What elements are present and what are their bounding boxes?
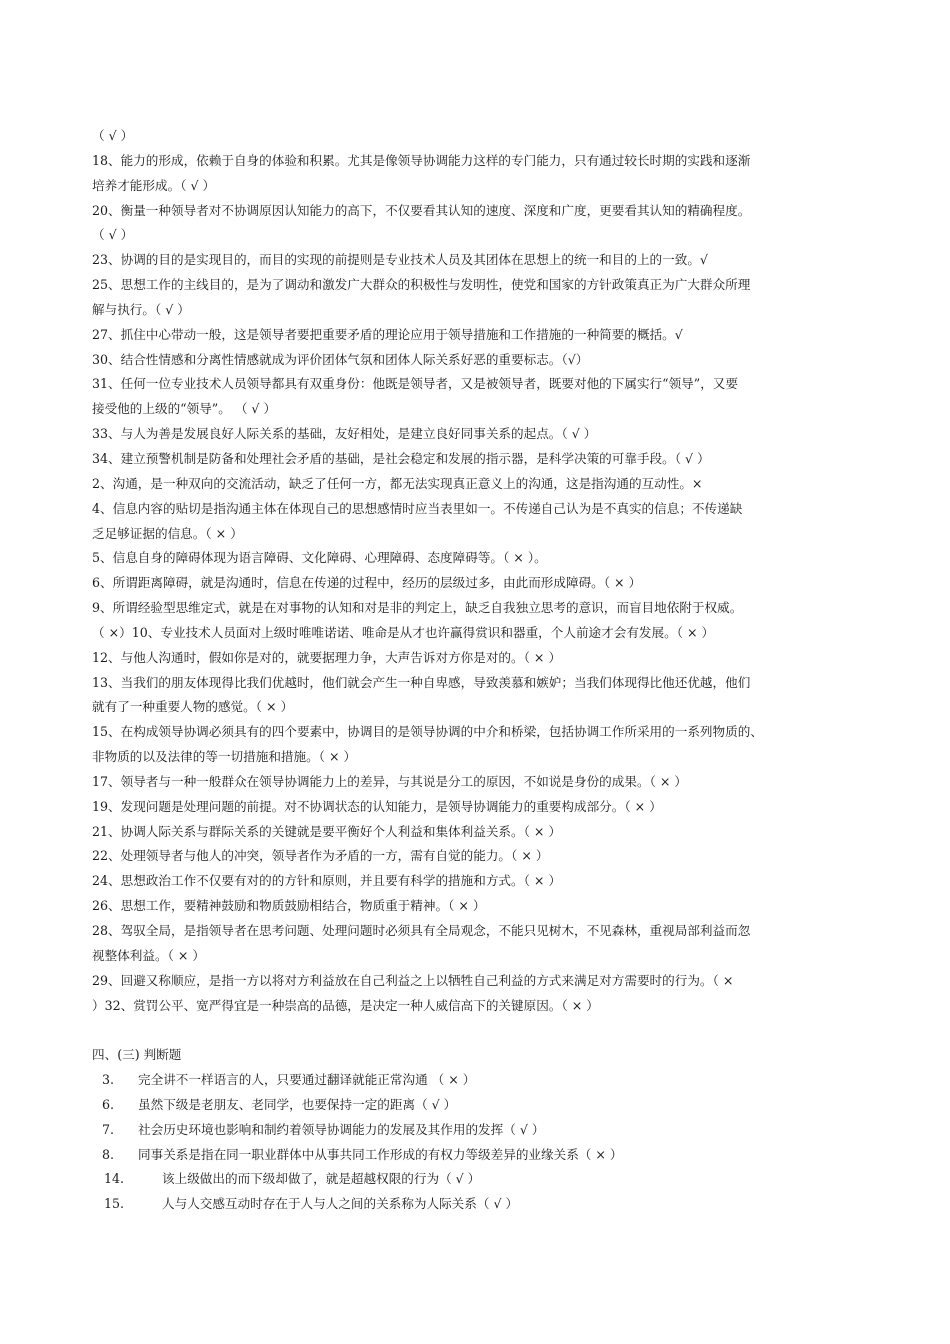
document-page: [92, 124, 862, 1217]
spacer: [92, 1018, 862, 1043]
text-line: ）32、赏罚公平、宽严得宜是一种崇高的品德，是决定一种人威信高下的关键原因。（ × ）: [92, 997, 599, 1013]
text-line: 34、建立预警机制是防备和处理社会矛盾的基础，是社会稳定和发展的指示器，是科学决策的可靠手段。（ √ ）: [92, 450, 710, 466]
text-line: 视整体利益。（ × ）: [92, 947, 206, 963]
text-line: （ √ ）: [92, 227, 134, 243]
text-line: 33、与人为善是发展良好人际关系的基础，友好相处，是建立良好同事关系的起点。（ √ ）: [92, 426, 597, 442]
text-line: 21、协调人际关系与群际关系的关键就是要平衡好个人利益和集体利益关系。（ × ）: [92, 823, 562, 839]
text-line: 接受他的上级的“领导”。 （ √ ）: [92, 401, 277, 417]
text-line: 15、在构成领导协调必须具有的四个要素中，协调目的是领导协调的中介和桥梁，包括协调工作所采用的一系列物质的、: [92, 724, 763, 740]
text-line: 27、抓住中心带动一般，这是领导者要把重要矛盾的理论应用于领导措施和工作措施的一种简要的概括。√: [92, 326, 683, 342]
text-line: 解与执行。（ √ ）: [92, 301, 190, 317]
text-line: 17、领导者与一种一般群众在领导协调能力上的差异，与其说是分工的原因，不如说是身份的成果。（ × ）: [92, 773, 688, 789]
list-item: [92, 1167, 862, 1192]
text-line: 24、思想政治工作不仅要有对的的方针和原则，并且要有科学的措施和方式。（ × ）: [92, 873, 562, 889]
item-number: 8.: [102, 1146, 115, 1162]
text-line: 19、发现问题是处理问题的前提。对不协调状态的认知能力，是领导协调能力的重要构成部分。（ × ）: [92, 798, 662, 814]
text-line: 22、处理领导者与他人的冲突，领导者作为矛盾的一方，需有自觉的能力。（ × ）: [92, 848, 549, 864]
answer-list: [92, 124, 862, 1018]
item-number: 14.: [104, 1171, 125, 1187]
item-text: 虽然下级是老朋友、老同学，也要保持一定的距离（ √ ）: [138, 1096, 457, 1112]
item-text: 完全讲不一样语言的人，只要通过翻译就能正常沟通 （ × ）: [138, 1072, 476, 1088]
text-line: 23、协调的目的是实现目的，而目的实现的前提则是专业技术人员及其团体在思想上的统一和目的上的一致。√: [92, 252, 708, 268]
text-line: 非物质的以及法律的等一切措施和措施。（ × ）: [92, 749, 357, 765]
list-item: [92, 1143, 862, 1168]
text-line: 13、当我们的朋友体现得比我们优越时，他们就会产生一种自卑感，导致羡慕和嫉妒；当我们体现得比他还优越，他们: [92, 674, 751, 690]
text-line: 28、驾驭全局，是指领导者在思考问题、处理问题时必须具有全局观念，不能只见树木，不见森林，重视局部利益而忽: [92, 923, 751, 938]
list-item: [92, 1068, 862, 1093]
text-line: 4、信息内容的贴切是指沟通主体在体现自己的思想感情时应当表里如一。不传递自己认为是不真实的信息；不传递缺: [92, 500, 743, 516]
text-line: 12、与他人沟通时，假如你是对的，就要据理力争，大声告诉对方你是对的。（ × ）: [92, 649, 562, 665]
item-number: 7.: [102, 1121, 115, 1137]
text-line: 30、结合性情感和分离性情感就成为评价团体气氛和团体人际关系好恶的重要标志。（√）: [92, 351, 589, 367]
text-line: 2、沟通，是一种双向的交流活动，缺乏了任何一方，都无法实现真正意义上的沟通，这是指沟通的互动性。×: [92, 475, 703, 491]
text-line: 9、所谓经验型思维定式，就是在对事物的认知和对是非的判定上，缺乏自我独立思考的意识，而盲目地依附于权威。: [92, 600, 743, 616]
text-line: 29、回避又称顺应，是指一方以将对方利益放在自己利益之上以牺牲自己利益的方式来满足对方需要时的行为。（ ×: [92, 972, 734, 988]
text-line: （ ×）10、专业技术人员面对上级时唯唯诺诺、唯命是从才也许赢得赏识和器重，个人前途才会有发展。（ × ）: [92, 624, 715, 640]
text-line: 乏足够证据的信息。（ × ）: [92, 525, 243, 541]
item-number: 6.: [102, 1096, 115, 1112]
text-line: 20、衡量一种领导者对不协调原因认知能力的高下，不仅要看其认知的速度、深度和广度，更要看其认知的精确程度。: [92, 202, 751, 218]
item-number: 3.: [102, 1072, 115, 1088]
text-line: 就有了一种重要人物的感觉。（ × ）: [92, 699, 294, 715]
item-text: 该上级做出的而下级却做了，就是超越权限的行为（ √ ）: [162, 1171, 481, 1187]
text-line: 6、所谓距离障碍，就是沟通时，信息在传递的过程中，经历的层级过多，由此而形成障碍。（ × ）: [92, 575, 642, 591]
text-line: 25、思想工作的主线目的，是为了调动和激发广大群众的积极性与发明性，使党和国家的方针政策真正为广大群众所理: [92, 277, 751, 293]
item-number: 15.: [104, 1196, 125, 1212]
text-line: 31、任何一位专业技术人员领导都具有双重身份：他既是领导者，又是被领导者，既要对他的下属实行“领导”，又要: [92, 376, 738, 392]
list-item: [92, 1093, 862, 1118]
text-line: 5、信息自身的障碍体现为语言障碍、文化障碍、心理障碍、态度障碍等。（ × ）。: [92, 550, 547, 566]
text-line: 26、思想工作，要精神鼓励和物质鼓励相结合，物质重于精神。（ × ）: [92, 898, 486, 914]
text-line: 18、能力的形成，依赖于自身的体验和积累。尤其是像领导协调能力这样的专门能力，只有通过较长时期的实践和逐渐: [92, 152, 751, 168]
item-text: 同事关系是指在同一职业群体中从事共同工作形成的有权力等级差异的业缘关系（ × ）: [138, 1146, 623, 1162]
list-item: [92, 1192, 862, 1217]
judgment-list: [92, 1068, 862, 1217]
text-line: （ √ ）: [92, 128, 134, 143]
text-line: 培养才能形成。（ √ ）: [92, 177, 216, 193]
section-title: 四、(三) 判断题: [92, 1047, 182, 1063]
list-item: [92, 1118, 862, 1143]
item-text: 社会历史环境也影响和制约着领导协调能力的发展及其作用的发挥（ √ ）: [138, 1121, 545, 1137]
item-text: 人与人交感互动时存在于人与人之间的关系称为人际关系（ √ ）: [162, 1196, 519, 1212]
